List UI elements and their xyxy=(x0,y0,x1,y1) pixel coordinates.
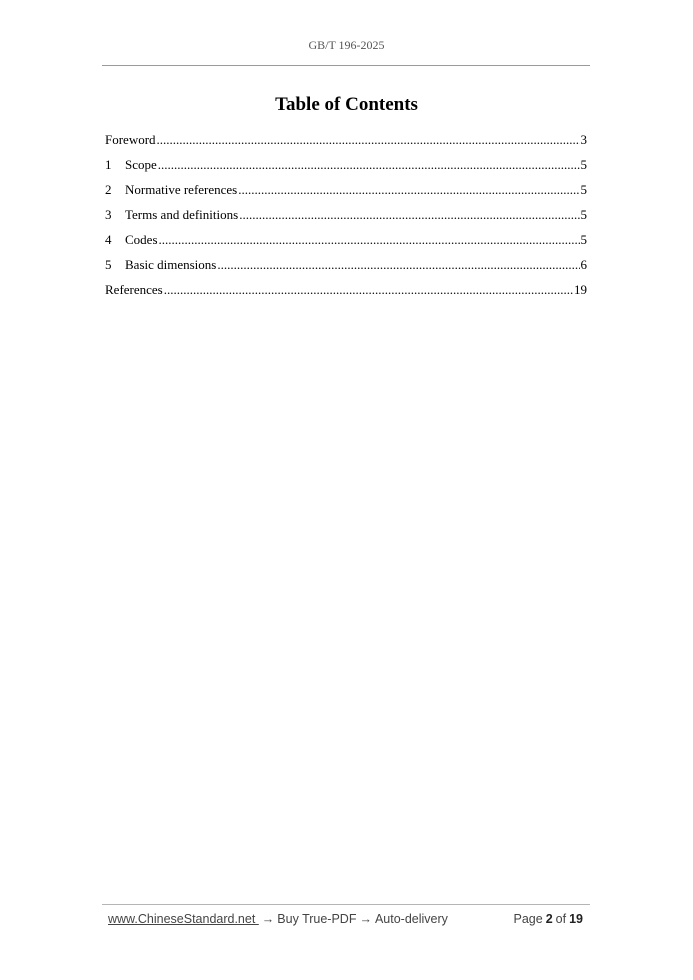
arrow-right-icon: → xyxy=(261,912,275,926)
of-word: of xyxy=(555,912,567,926)
toc-entry-text: Normative references xyxy=(125,182,238,197)
toc-entry-text: Terms and definitions xyxy=(125,207,239,222)
toc-leader-dots xyxy=(157,131,580,148)
header-divider xyxy=(102,65,590,66)
total-page-number: 19 xyxy=(569,912,583,926)
toc-entry-number: 1 xyxy=(105,157,112,172)
site-link[interactable]: www.ChineseStandard.net xyxy=(108,912,259,926)
current-page-number: 2 xyxy=(545,912,553,926)
toc-entry-codes[interactable] xyxy=(105,231,587,256)
toc-entry-number: 2 xyxy=(105,182,112,197)
page-word: Page xyxy=(513,912,543,926)
toc-entry-text: Foreword xyxy=(105,132,156,147)
toc-entry-text: References xyxy=(105,282,163,297)
toc-leader-dots xyxy=(217,256,579,273)
footer-divider xyxy=(102,904,590,905)
toc-entry-text: Basic dimensions xyxy=(125,257,217,272)
toc-entry-page: 5 xyxy=(580,232,587,247)
running-header: GB/T 196-2025 xyxy=(308,38,385,52)
arrow-right-icon: → xyxy=(359,912,372,926)
page-indicator xyxy=(514,912,587,926)
auto-delivery-text: Auto-delivery xyxy=(374,912,448,926)
toc-leader-dots xyxy=(239,206,579,223)
toc-entry-page: 19 xyxy=(574,282,587,297)
buy-true-pdf-text: Buy True-PDF xyxy=(277,912,357,926)
toc-entry-terms-and-definitions[interactable] xyxy=(105,206,587,231)
toc-entry-page: 6 xyxy=(580,257,587,272)
toc-leader-dots xyxy=(159,231,580,248)
toc-entry-number: 4 xyxy=(105,232,112,247)
toc-list xyxy=(105,131,587,306)
toc-leader-dots xyxy=(158,156,580,173)
toc-entry-page: 5 xyxy=(580,182,587,197)
toc-leader-dots xyxy=(164,281,573,298)
toc-entry-number: 5 xyxy=(105,257,112,272)
page-footer xyxy=(108,912,586,926)
toc-leader-dots xyxy=(238,181,579,198)
toc-entry-text: Scope xyxy=(125,157,157,172)
toc-entry-references[interactable] xyxy=(105,281,587,306)
toc-entry-foreword[interactable] xyxy=(105,131,587,156)
toc-entry-normative-references[interactable] xyxy=(105,181,587,206)
toc-entry-number: 3 xyxy=(105,207,112,222)
toc-entry-page: 5 xyxy=(580,207,587,222)
toc-entry-page: 3 xyxy=(580,132,587,147)
toc-entry-page: 5 xyxy=(580,157,587,172)
toc-title: Table of Contents xyxy=(275,94,418,115)
toc-entry-basic-dimensions[interactable] xyxy=(105,256,587,281)
footer-promo xyxy=(108,912,448,926)
toc-entry-scope[interactable] xyxy=(105,156,587,181)
toc-entry-text: Codes xyxy=(125,232,158,247)
